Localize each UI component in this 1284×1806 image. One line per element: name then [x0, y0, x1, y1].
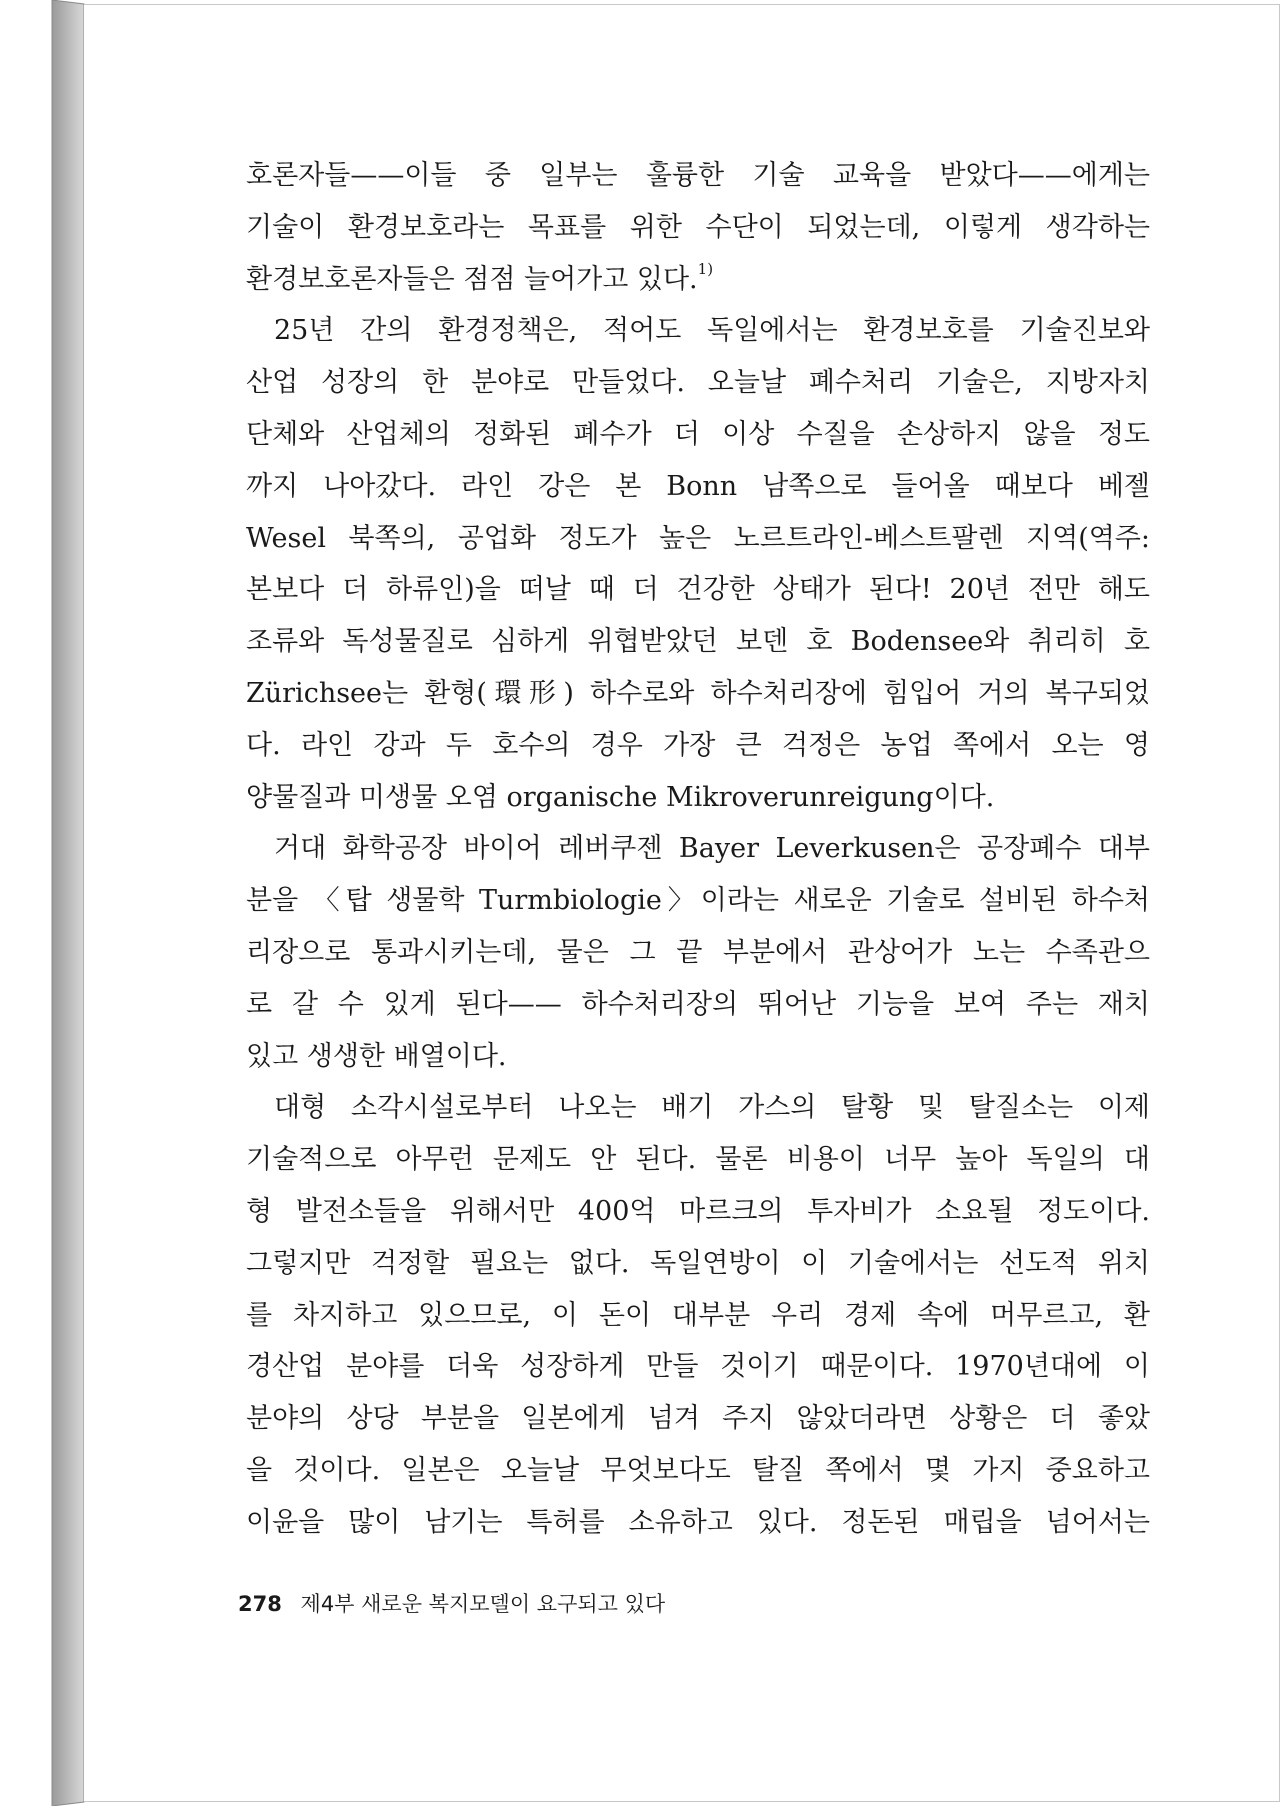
text-line: 분야의 상당 부분을 일본에게 넘겨 주지 않았더라면 상황은 더 좋았 — [246, 1403, 1150, 1435]
text-line: 기술이 환경보호라는 목표를 위한 수단이 되었는데, 이렇게 생각하는 — [246, 211, 1150, 243]
body-text — [246, 150, 1150, 1549]
text-line: 25년 간의 환경정책은, 적어도 독일에서는 환경보호를 기술진보와 — [274, 315, 1150, 347]
text-line: 호론자들——이들 중 일부는 훌륭한 기술 교육을 받았다——에게는 — [246, 160, 1150, 191]
text-line: 단체와 산업체의 정화된 폐수가 더 이상 수질을 손상하지 않을 정도 — [246, 418, 1150, 450]
text-line: 기술적으로 아무런 문제도 안 된다. 물론 비용이 너무 높아 독일의 대 — [246, 1144, 1150, 1176]
text-line: 산업 성장의 한 분야로 만들었다. 오늘날 폐수처리 기술은, 지방자치 — [246, 367, 1150, 399]
text-line: 를 차지하고 있으므로, 이 돈이 대부분 우리 경제 속에 머무르고, 환 — [246, 1299, 1150, 1331]
text-line: 조류와 독성물질로 심하게 위협받았던 보덴 호 Bodensee와 취리히 호 — [246, 626, 1150, 658]
page-footer — [238, 1588, 665, 1618]
text-line: 까지 나아갔다. 라인 강은 본 Bonn 남쪽으로 들어올 때보다 베젤 — [246, 470, 1150, 502]
text-line: 리장으로 통과시키는데, 물은 그 끝 부분에서 관상어가 노는 수족관으 — [246, 936, 1150, 968]
text-line: 로 갈 수 있게 된다—— 하수처리장의 뛰어난 기능을 보여 주는 재치 — [246, 988, 1150, 1020]
text-line: 그렇지만 걱정할 필요는 없다. 독일연방이 이 기술에서는 선도적 위치 — [246, 1247, 1150, 1279]
text-line: Wesel 북쪽의, 공업화 정도가 높은 노르트라인-베스트팔렌 지역(역주: — [246, 522, 1150, 554]
text-line: 을 것이다. 일본은 오늘날 무엇보다도 탈질 쪽에서 몇 가지 중요하고 — [246, 1454, 1150, 1486]
text-line: Zürichsee는 환형(環形) 하수로와 하수처리장에 힘입어 거의 복구되었 — [246, 677, 1150, 709]
text-line: 분을 〈탑 생물학 Turmbiologie〉이라는 새로운 기술로 설비된 하수처 — [246, 885, 1150, 917]
page-number: 278 — [238, 1592, 282, 1616]
text-line — [246, 254, 1150, 306]
text-line: 있고 생생한 배열이다. — [246, 1040, 507, 1072]
running-title: 제4부 새로운 복지모델이 요구되고 있다 — [300, 1592, 666, 1616]
text-line: 본보다 더 하류인)을 떠날 때 더 건강한 상태가 된다! 20년 전만 해도 — [246, 574, 1150, 606]
text-line: 대형 소각시설로부터 나오는 배기 가스의 탈황 및 탈질소는 이제 — [274, 1092, 1150, 1124]
text-line: 이윤을 많이 남기는 특허를 소유하고 있다. 정돈된 매립을 넘어서는 — [246, 1506, 1150, 1538]
text-line: 거대 화학공장 바이어 레버쿠젠 Bayer Leverkusen은 공장폐수 대부 — [274, 833, 1150, 865]
text-line: 형 발전소들을 위해서만 400억 마르크의 투자비가 소요될 정도이다. — [246, 1195, 1150, 1227]
text-line: 양물질과 미생물 오염 organische Mikroverunreigung이다. — [246, 781, 995, 813]
text-line: 다. 라인 강과 두 호수의 경우 가장 큰 걱정은 농업 쪽에서 오는 영 — [246, 729, 1150, 761]
text-line-content: 환경보호론자들은 점점 늘어가고 있다. — [246, 263, 698, 295]
footnote-reference: 1) — [697, 259, 714, 278]
text-line: 경산업 분야를 더욱 성장하게 만들 것이기 때문이다. 1970년대에 이 — [246, 1351, 1150, 1383]
